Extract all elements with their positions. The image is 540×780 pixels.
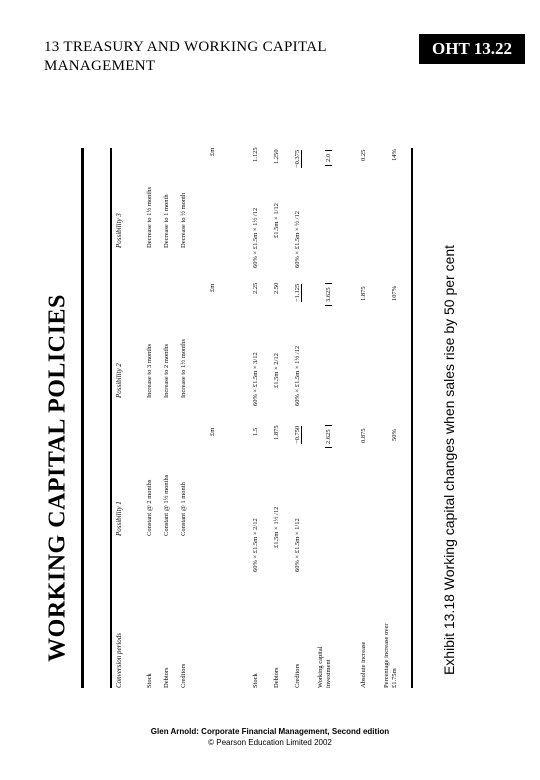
- column-header: Possibility 2: [115, 363, 123, 398]
- exhibit-table: [105, 148, 415, 688]
- percentage-value: 50%: [391, 429, 398, 441]
- policy-cell: Increase to 2 months: [163, 344, 170, 398]
- percentage-value: 107%: [391, 285, 398, 301]
- policy-cell: Decrease to 1 month: [163, 194, 170, 248]
- total-value: 2.625: [325, 425, 332, 448]
- percentage-label: Percentage increase over £1.75m: [383, 623, 398, 688]
- calc-value: −1.125: [294, 283, 301, 302]
- policy-cell: Decrease to ½ month: [180, 192, 187, 248]
- unit-label: £m: [209, 427, 216, 436]
- calc-value: 1.250: [273, 149, 280, 164]
- table-bottom-rule: [411, 148, 413, 688]
- calc-formula: 60% × £1.5m × 1/12: [294, 518, 301, 572]
- column-header: Possibility 3: [115, 213, 123, 248]
- policy-cell: Increase to 3 months: [146, 344, 153, 398]
- calc-formula: £1.5m × 1½ /12: [273, 506, 280, 548]
- calc-formula: 60% × £1.5m × 2/12: [252, 518, 259, 572]
- exhibit-caption: Exhibit 13.18 Working capital changes when sales rise by 50 per cent: [441, 244, 457, 676]
- absolute-value: 0.25: [360, 149, 367, 161]
- footer-copyright: © Pearson Education Limited 2002: [208, 738, 332, 747]
- calc-value: 2.25: [252, 282, 259, 294]
- absolute-label: Absolute increase: [360, 641, 367, 688]
- absolute-value: 1.875: [360, 286, 367, 301]
- calc-value: −0.375: [294, 149, 301, 168]
- table-top-rule: [110, 148, 112, 688]
- policy-label: Debtors: [163, 667, 170, 688]
- policy-cell: Decrease to 1½ months: [146, 186, 153, 248]
- calc-value: −0.750: [294, 425, 301, 444]
- footer: [0, 726, 540, 748]
- percentage-value: 14%: [391, 149, 398, 161]
- calc-formula: £1.5m × 1/12: [273, 203, 280, 238]
- column-header: Conversion periods: [115, 632, 123, 688]
- policy-label: Creditors: [180, 663, 187, 688]
- side-title: WORKING CAPITAL POLICIES: [44, 294, 71, 662]
- policy-label: Stock: [146, 673, 153, 688]
- policy-cell: Increase to 1½ months: [180, 339, 187, 398]
- oht-label: OHT 13.22: [419, 34, 525, 64]
- calc-value: 1.875: [273, 425, 280, 440]
- policy-cell: Constant @ 2 months: [146, 479, 153, 536]
- calc-formula: £1.5m × 2/12: [273, 353, 280, 388]
- policy-cell: Constant @ 1½ months: [163, 474, 170, 536]
- chapter-title: 13 TREASURY AND WORKING CAPITAL MANAGEMENT: [44, 39, 327, 74]
- total-value: 3.625: [325, 283, 332, 306]
- calc-value: 1.5: [252, 427, 259, 436]
- policy-cell: Constant @ 1 month: [180, 482, 187, 536]
- footer-citation: Glen Arnold: Corporate Financial Management, Second edition: [150, 727, 390, 736]
- calc-formula: 60% × £1.5m × 1½ /12: [294, 345, 301, 406]
- absolute-value: 0.875: [360, 428, 367, 443]
- unit-label: £m: [209, 147, 216, 156]
- calc-label: Stock: [252, 673, 259, 688]
- calc-value: 2.50: [273, 282, 280, 294]
- calc-label: Debtors: [273, 667, 280, 688]
- total-label: Working capital investment: [317, 646, 332, 688]
- column-header: Possibility 1: [115, 501, 123, 536]
- calc-label: Creditors: [294, 663, 301, 688]
- total-value: 2.0: [325, 150, 332, 166]
- calc-formula: 60% × £1.5m × 1½ /12: [252, 207, 259, 268]
- calc-formula: 60% × £1.5m × 3/12: [252, 352, 259, 406]
- calc-value: 1.125: [252, 147, 259, 162]
- unit-label: £m: [209, 283, 216, 292]
- calc-formula: 60% × £1.5m × ½ /12: [294, 211, 301, 268]
- side-rule: [81, 148, 84, 688]
